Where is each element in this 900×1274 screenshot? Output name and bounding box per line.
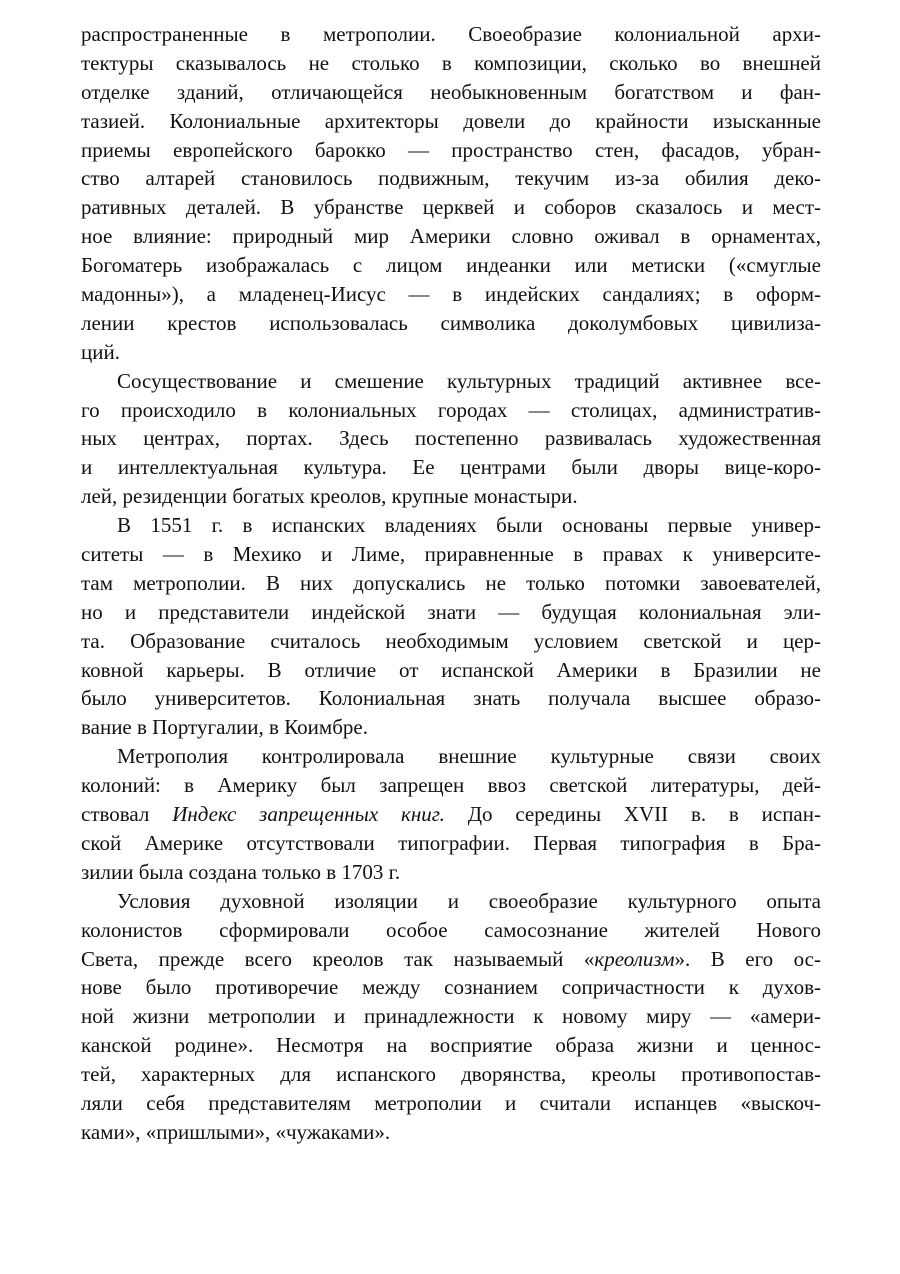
paragraph [81, 511, 821, 742]
text-line: ное влияние: природный мир Америки словно оживал в орнаментах, [81, 224, 821, 249]
text-run: ствовал [81, 802, 173, 827]
text-line: канской родине». Несмотря на восприятие образа жизни и ценнос- [81, 1033, 821, 1058]
text-line: ций. [81, 339, 120, 364]
text-line: и интеллектуальная культура. Ее центрами были дворы вице-коро- [81, 455, 821, 480]
text-line: вание в Португалии, в Коимбре. [81, 715, 368, 740]
text-line: ративных деталей. В убранстве церквей и соборов сказалось и мест- [81, 195, 821, 220]
text-line: колоний: в Америку был запрещен ввоз светской литературы, дей- [81, 773, 821, 798]
text-line: но и представители индейской знати — будущая колониальная эли- [81, 599, 821, 624]
text-line [81, 945, 821, 974]
text-run: ». В его ос- [674, 946, 821, 971]
text-line: ных центрах, портах. Здесь постепенно развивалась художественная [81, 426, 821, 451]
text-line: лении крестов использовалась символика доколумбовых цивилиза- [81, 310, 821, 335]
text-run: До середины XVII в. в испан- [444, 802, 821, 827]
text-line: та. Образование считалось необходимым условием светской и цер- [81, 628, 821, 653]
text-line: лей, резиденции богатых креолов, крупные монастыри. [81, 484, 578, 509]
paragraph [81, 20, 821, 367]
text-line: ками», «пришлыми», «чужаками». [81, 1119, 391, 1144]
text-line: Метрополия контролировала внешние культурные связи своих [117, 744, 821, 769]
paragraph [81, 367, 821, 511]
text-line: ситеты — в Мехико и Лиме, приравненные в правах к университе- [81, 542, 821, 567]
text-line: там метрополии. В них допускались не только потомки завоевателей, [81, 570, 821, 595]
text-line: Условия духовной изоляции и своеобразие культурного опыта [117, 888, 821, 913]
text-line: зилии была создана только в 1703 г. [81, 859, 401, 884]
text-line: тазией. Колониальные архитекторы довели до крайности изысканные [81, 108, 821, 133]
text-line: ской Америке отсутствовали типографии. Первая типография в Бра- [81, 830, 821, 855]
text-line: мадонны»), а младенец-Иисус — в индейских сандалиях; в оформ- [81, 282, 821, 307]
text-line [81, 800, 821, 829]
text-line: го происходило в колониальных городах — столицах, административ- [81, 397, 821, 422]
text-line: нове было противоречие между сознанием сопричастности к духов- [81, 975, 821, 1000]
text-line: Сосуществование и смешение культурных традиций активнее все- [117, 368, 821, 393]
text-line: В 1551 г. в испанских владениях были основаны первые универ- [117, 513, 821, 538]
text-line: тектуры сказывалось не столько в композиции, сколько во внешней [81, 50, 821, 75]
text-line: распространенные в метрополии. Своеобразие колониальной архи- [81, 22, 821, 46]
text-line: ляли себя представителям метрополии и считали испанцев «выскоч- [81, 1090, 821, 1115]
paragraph [81, 742, 821, 886]
paragraph [81, 887, 821, 1147]
text-line: Богоматерь изображалась с лицом индеанки или метиски («смуглые [81, 253, 821, 278]
text-line: тей, характерных для испанского дворянства, креолы противопостав- [81, 1062, 821, 1087]
text-run: Света, прежде всего креолов так называемый « [81, 946, 595, 971]
text-line: ковной карьеры. В отличие от испанской Америки в Бразилии не [81, 657, 821, 682]
italic-term: креолизм [594, 946, 675, 971]
text-line: приемы европейского барокко — пространство стен, фасадов, убран- [81, 137, 821, 162]
text-line: ной жизни метрополии и принадлежности к новому миру — «амери- [81, 1004, 821, 1029]
text-line: колонистов сформировали особое самосознание жителей Нового [81, 917, 821, 942]
text-line: отделке зданий, отличающейся необыкновенным богатством и фан- [81, 79, 821, 104]
text-line: было университетов. Колониальная знать получала высшее образо- [81, 686, 821, 711]
text-line: ство алтарей становилось подвижным, текучим из-за обилия деко- [81, 166, 821, 191]
page-text [81, 20, 821, 1147]
italic-term: Индекс запрещенных книг. [172, 802, 445, 827]
